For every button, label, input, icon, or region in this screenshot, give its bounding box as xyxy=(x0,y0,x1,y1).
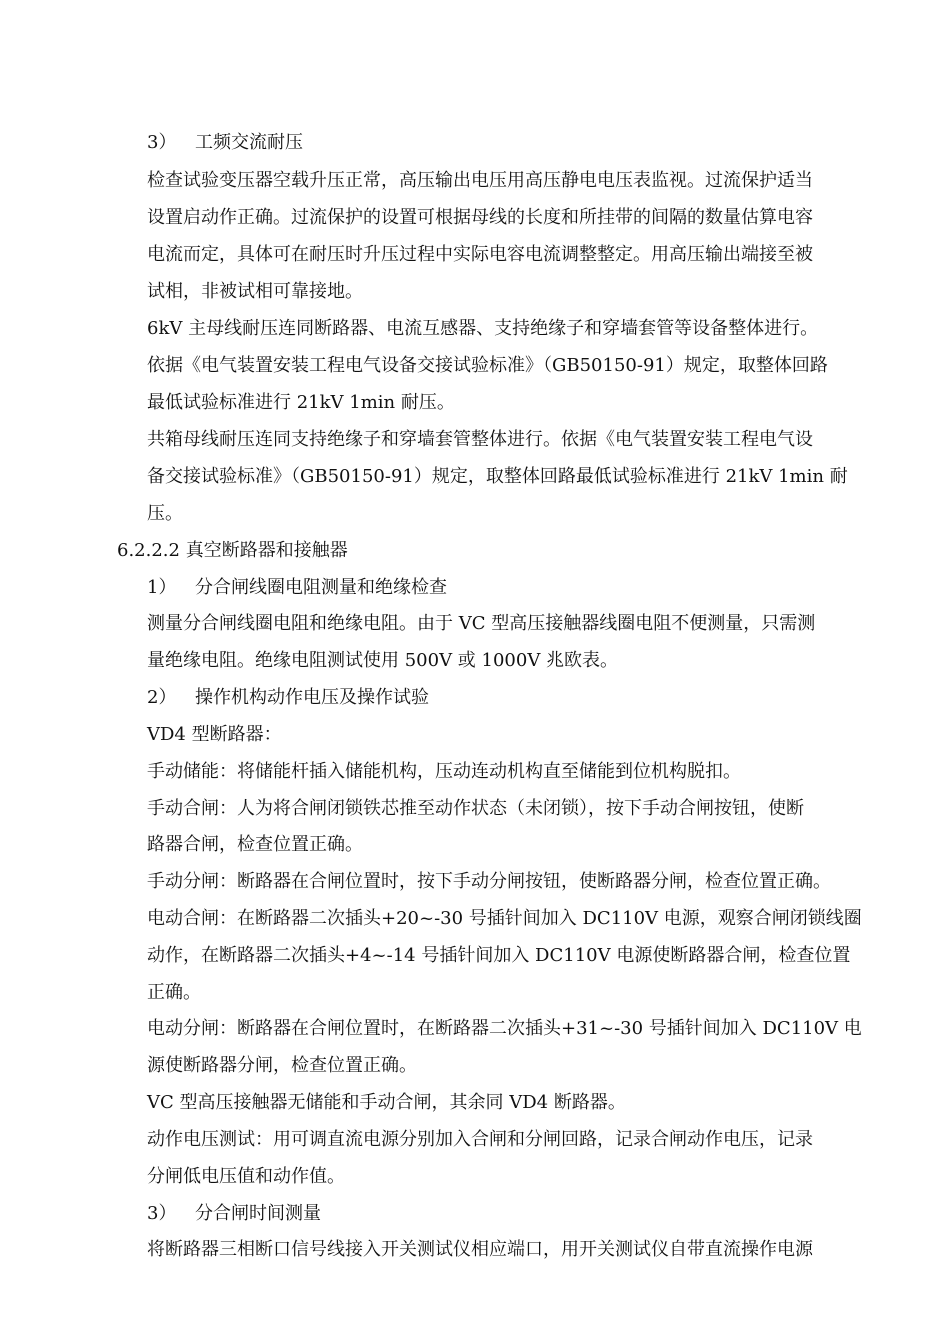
paragraph-line: 将断路器三相断口信号线接入开关测试仪相应端口，用开关测试仪自带直流操作电源 xyxy=(147,1239,813,1260)
paragraph-line: 备交接试验标准》（GB50150-91）规定，取整体回路最低试验标准进行 21kV 1min 耐 xyxy=(147,466,848,487)
paragraph-line: 检查试验变压器空载升压正常，高压输出电压用高压静电电压表监视。过流保护适当 xyxy=(147,170,813,191)
item-number: 1） xyxy=(147,577,177,598)
paragraph-line: 分闸低电压值和动作值。 xyxy=(147,1166,345,1187)
section-heading: 6.2.2.2 真空断路器和接触器 xyxy=(117,540,348,561)
paragraph-line: 最低试验标准进行 21kV 1min 耐压。 xyxy=(147,392,455,413)
item-title: 分合闸时间测量 xyxy=(195,1203,321,1224)
item-number: 3） xyxy=(147,1203,177,1224)
paragraph-line: 共箱母线耐压连同支持绝缘子和穿墙套管整体进行。依据《电气装置安装工程电气设 xyxy=(147,429,813,450)
paragraph-line: 测量分合闸线圈电阻和绝缘电阻。由于 VC 型高压接触器线圈电阻不便测量，只需测 xyxy=(147,613,816,634)
item-number: 2） xyxy=(147,687,177,708)
paragraph-line: 手动合闸：人为将合闸闭锁铁芯推至动作状态（未闭锁），按下手动合闸按钮，使断 xyxy=(147,798,804,819)
paragraph-line: 6kV 主母线耐压连同断路器、电流互感器、支持绝缘子和穿墙套管等设备整体进行。 xyxy=(147,318,819,339)
paragraph-line: 手动分闸：断路器在合闸位置时，按下手动分闸按钮，使断路器分闸，检查位置正确。 xyxy=(147,871,831,892)
paragraph-line: 设置启动作正确。过流保护的设置可根据母线的长度和所挂带的间隔的数量估算电容 xyxy=(147,207,813,228)
item-title: 操作机构动作电压及操作试验 xyxy=(195,687,429,708)
paragraph-line: 路器合闸，检查位置正确。 xyxy=(147,834,363,855)
paragraph-line: VC 型高压接触器无储能和手动合闸，其余同 VD4 断路器。 xyxy=(147,1092,626,1113)
paragraph-line: 量绝缘电阻。绝缘电阻测试使用 500V 或 1000V 兆欧表。 xyxy=(147,650,619,671)
item-heading xyxy=(147,1203,321,1225)
paragraph-line: 手动储能：将储能杆插入储能机构，压动连动机构直至储能到位机构脱扣。 xyxy=(147,761,741,782)
item-heading xyxy=(147,132,303,154)
item-heading xyxy=(147,577,447,599)
item-title: 工频交流耐压 xyxy=(195,132,303,153)
item-heading xyxy=(147,687,429,709)
paragraph-line: 正确。 xyxy=(147,982,201,1003)
paragraph-line: VD4 型断路器： xyxy=(147,724,282,745)
item-title: 分合闸线圈电阻测量和绝缘检查 xyxy=(195,577,447,598)
paragraph-line: 依据《电气装置安装工程电气设备交接试验标准》（GB50150-91）规定，取整体回路 xyxy=(147,355,828,376)
paragraph-line: 电动合闸：在断路器二次插头+20~-30 号插针间加入 DC110V 电源，观察合闸闭锁线圈 xyxy=(147,908,862,929)
paragraph-line: 动作，在断路器二次插头+4~-14 号插针间加入 DC110V 电源使断路器合闸，检查位置 xyxy=(147,945,851,966)
paragraph-line: 动作电压测试：用可调直流电源分别加入合闸和分闸回路，记录合闸动作电压，记录 xyxy=(147,1129,813,1150)
item-number: 3） xyxy=(147,132,177,153)
paragraph-line: 试相，非被试相可靠接地。 xyxy=(147,281,363,302)
paragraph-line: 电流而定，具体可在耐压时升压过程中实际电容电流调整整定。用高压输出端接至被 xyxy=(147,244,813,265)
paragraph-line: 源使断路器分闸，检查位置正确。 xyxy=(147,1055,417,1076)
paragraph-line: 压。 xyxy=(147,503,183,524)
paragraph-line: 电动分闸：断路器在合闸位置时，在断路器二次插头+31~-30 号插针间加入 DC110V 电 xyxy=(147,1018,862,1039)
